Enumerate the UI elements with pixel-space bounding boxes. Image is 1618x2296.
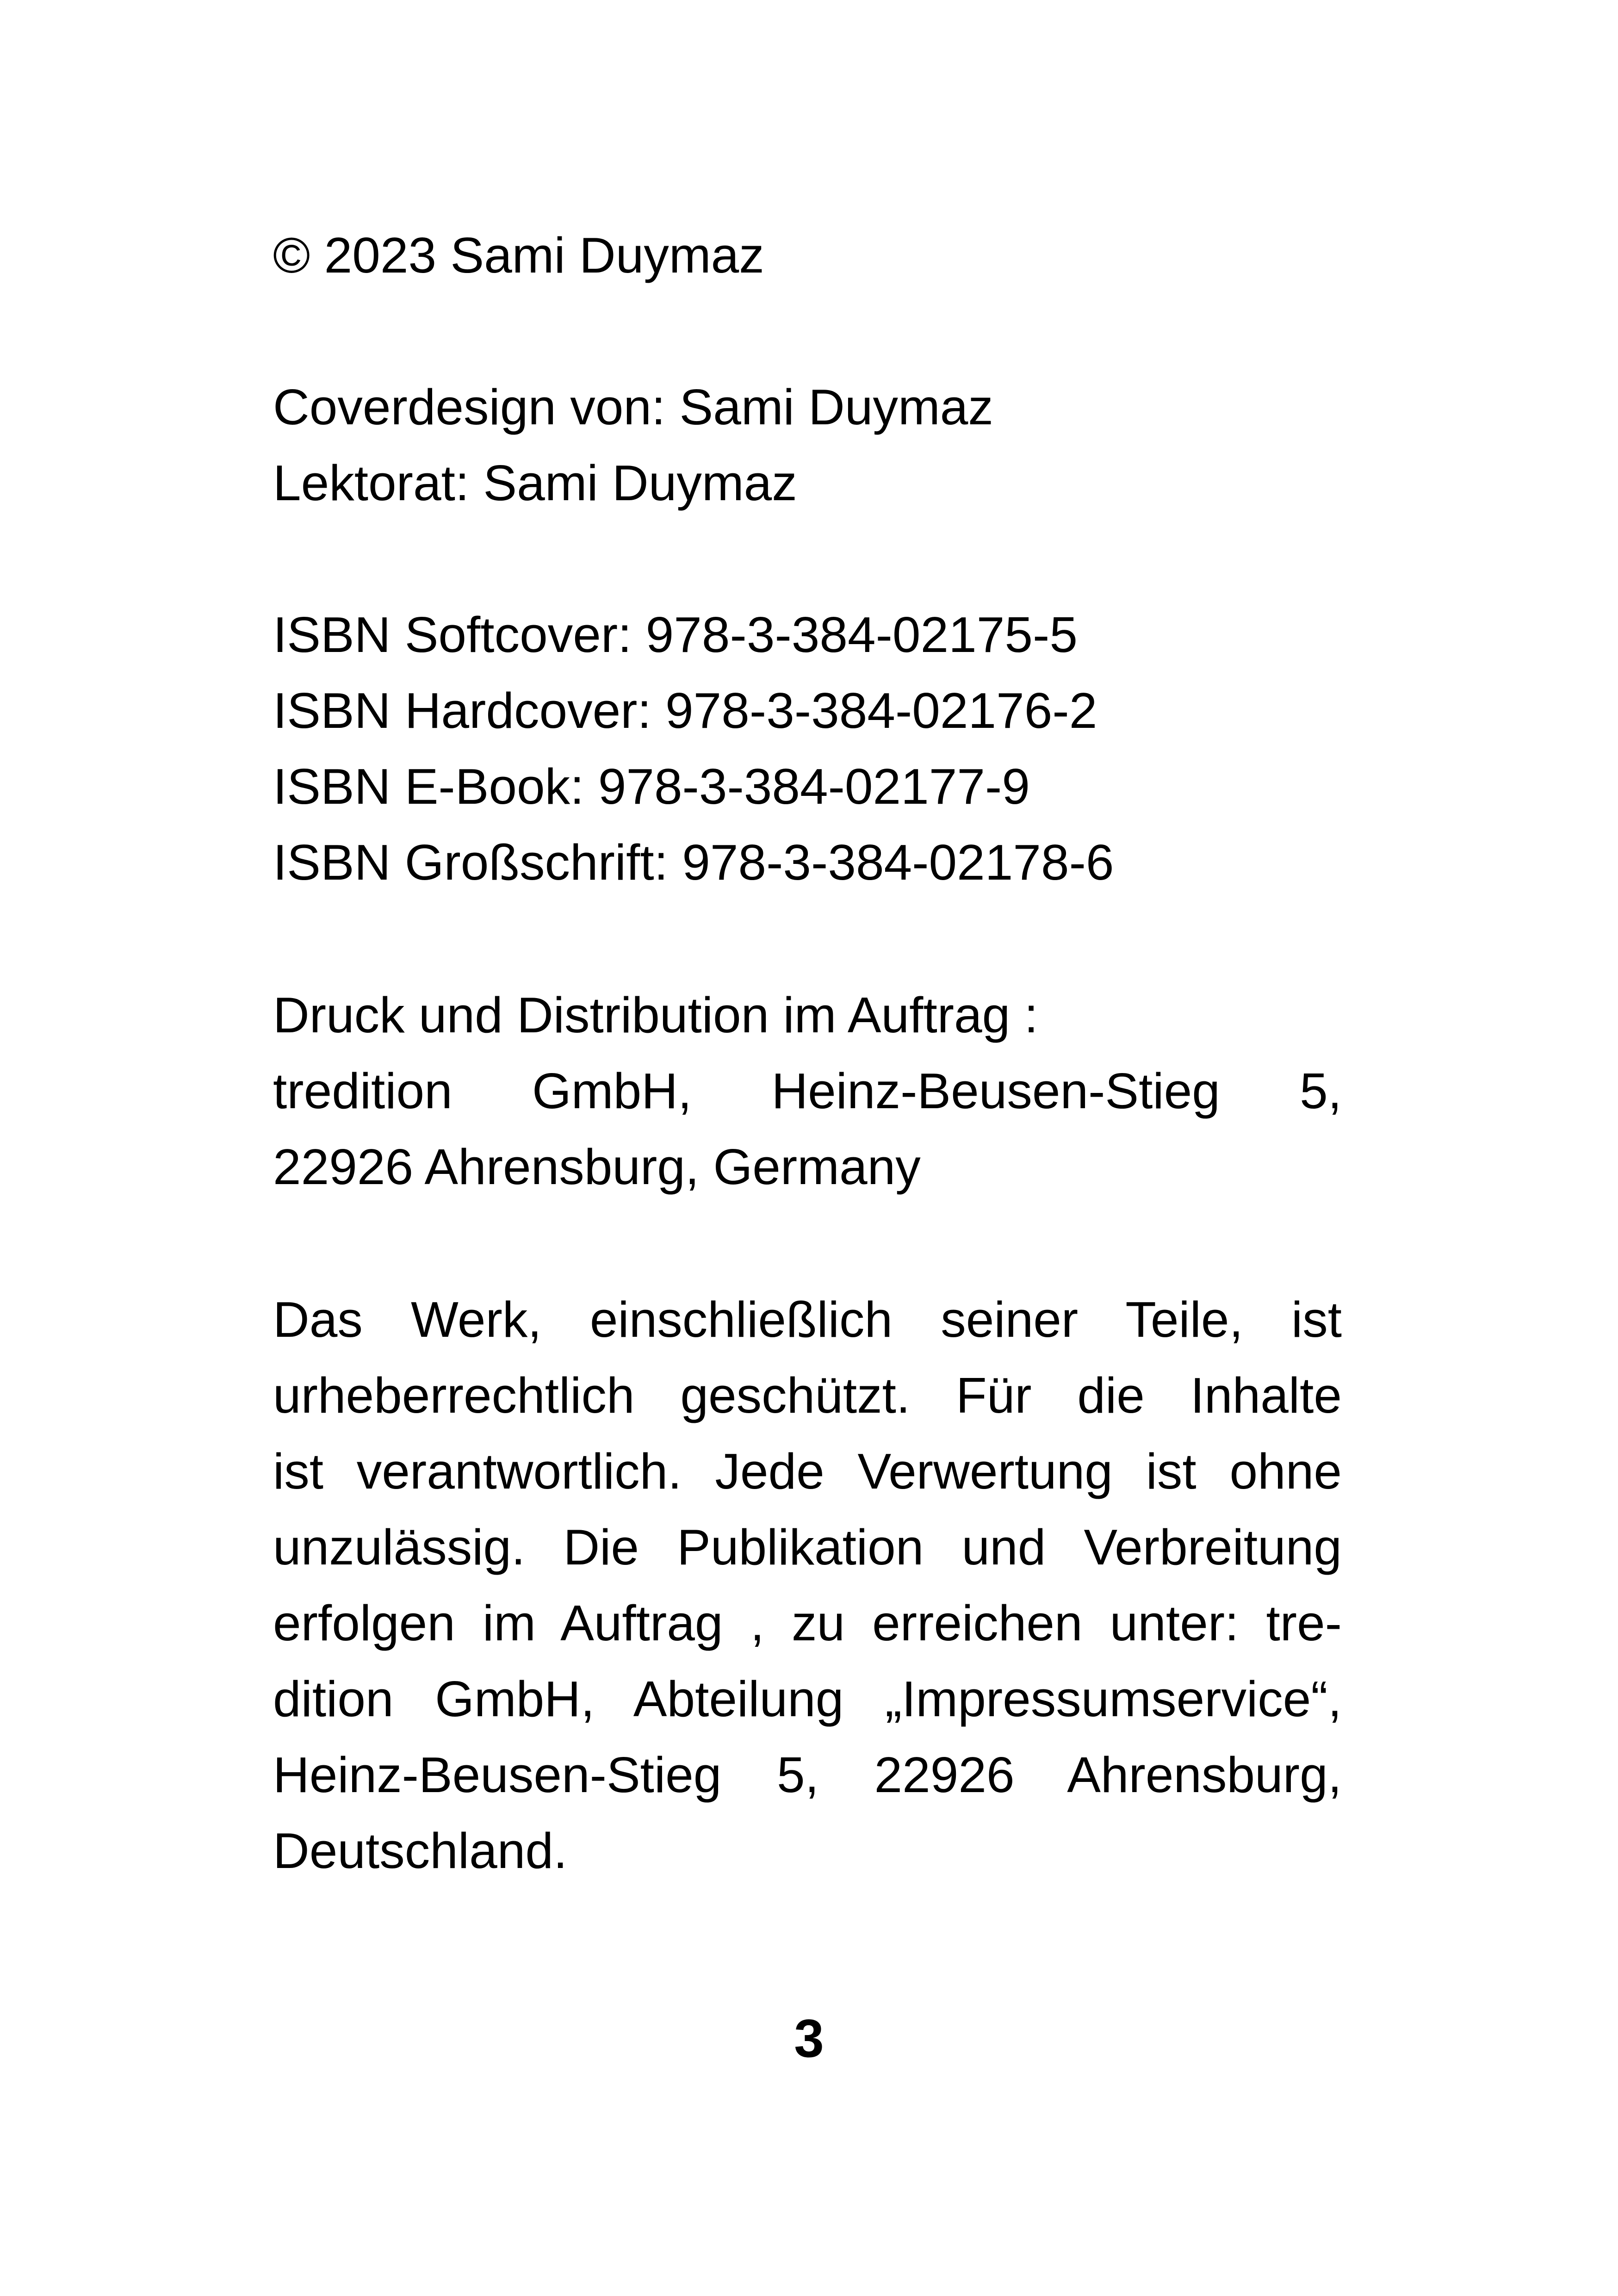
- legal-line-8: Deutschland.: [273, 1823, 568, 1879]
- copyright-block: [273, 217, 1342, 293]
- distribution-line-1: Druck und Distribution im Auftrag :: [273, 987, 1038, 1043]
- legal-line-7: Heinz-Beusen-Stieg 5, 22926 Ahrensburg,: [273, 1747, 1342, 1803]
- copyright-line: © 2023 Sami Duymaz: [273, 227, 764, 284]
- legal-line-5: erfolgen im Auftrag , zu erreichen unter: tre-: [273, 1595, 1342, 1651]
- cover-design-line: Coverdesign von: Sami Duymaz: [273, 379, 993, 435]
- isbn-large-print-line: ISBN Großschrift: 978-3-384-02178-6: [273, 834, 1114, 891]
- legal-notice-block: [273, 1282, 1342, 1889]
- legal-line-1: Das Werk, einschließlich seiner Teile, ist: [273, 1291, 1342, 1348]
- legal-line-6: dition GmbH, Abteilung „Impressumservice“,: [273, 1671, 1342, 1727]
- isbn-ebook-line: ISBN E-Book: 978-3-384-02177-9: [273, 758, 1030, 815]
- distribution-line-2: tredition GmbH, Heinz-Beusen-Stieg 5,: [273, 1063, 1342, 1119]
- legal-line-4: unzulässig. Die Publikation und Verbreitung: [273, 1519, 1342, 1576]
- legal-line-3: ist verantwortlich. Jede Verwertung ist ohne: [273, 1443, 1342, 1500]
- editing-line: Lektorat: Sami Duymaz: [273, 455, 797, 511]
- isbn-hardcover-line: ISBN Hardcover: 978-3-384-02176-2: [273, 683, 1097, 739]
- distribution-line-3: 22926 Ahrensburg, Germany: [273, 1139, 921, 1195]
- page-number: 3: [794, 2008, 824, 2068]
- legal-line-2: urheberrechtlich geschützt. Für die Inhalte: [273, 1367, 1342, 1424]
- isbn-softcover-line: ISBN Softcover: 978-3-384-02175-5: [273, 607, 1078, 663]
- credits-block: [273, 369, 1342, 521]
- isbn-block: [273, 597, 1342, 900]
- distribution-block: [273, 977, 1342, 1205]
